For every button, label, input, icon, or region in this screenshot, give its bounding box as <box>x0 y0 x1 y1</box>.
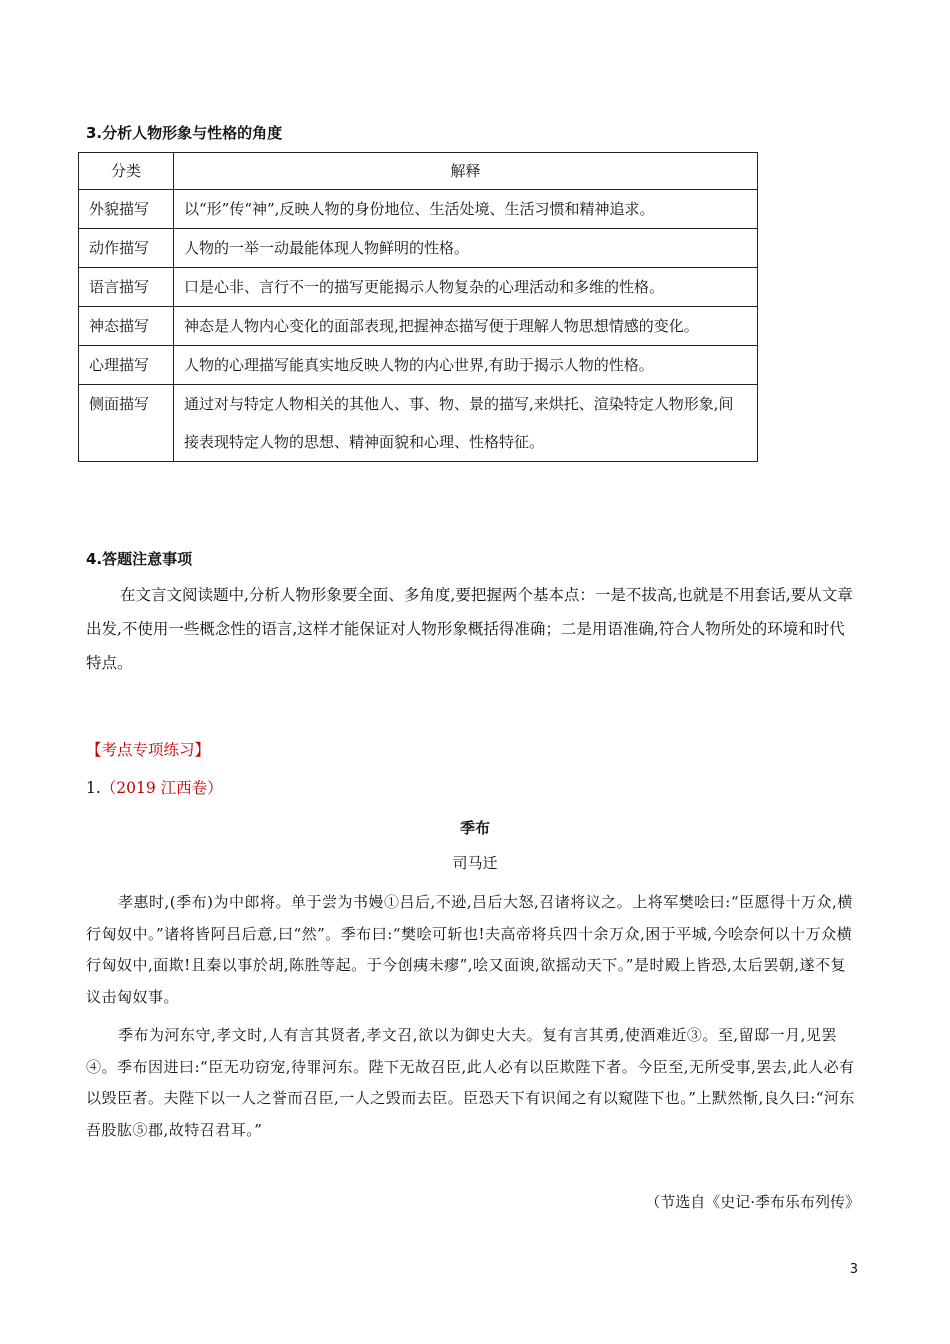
passage-citation: （节选自《史记·季布乐布列传》 <box>645 1193 860 1211</box>
row-explanation: 口是心非、言行不一的描写更能揭示人物复杂的心理活动和多维的性格。 <box>174 268 758 307</box>
table-row <box>79 346 758 385</box>
question-source: （2019 江西卷） <box>100 779 223 797</box>
row-explanation: 神态是人物内心变化的面部表现,把握神态描写便于理解人物思想情感的变化。 <box>174 307 758 346</box>
row-explanation: 人物的心理描写能真实地反映人物的内心世界,有助于揭示人物的性格。 <box>174 346 758 385</box>
table-header-row <box>79 153 758 190</box>
section-3-heading: 3.分析人物形象与性格的角度 <box>86 124 283 142</box>
question-number: 1. <box>86 779 101 797</box>
row-category: 语言描写 <box>79 268 174 307</box>
page-number: 3 <box>849 1262 858 1277</box>
row-category: 侧面描写 <box>79 385 174 462</box>
table-header-explanation: 解释 <box>174 153 758 190</box>
table-row <box>79 385 758 462</box>
passage-title: 季布 <box>459 819 490 837</box>
passage-author: 司马迁 <box>452 854 498 872</box>
table-row <box>79 229 758 268</box>
table-row <box>79 307 758 346</box>
section-4-heading: 4.答题注意事项 <box>86 550 193 568</box>
row-explanation: 通过对与特定人物相关的其他人、事、物、景的描写,来烘托、渲染特定人物形象,间接表现特定人物的思想、精神面貌和心理、性格特征。 <box>174 385 758 462</box>
row-category: 动作描写 <box>79 229 174 268</box>
passage-paragraph-2: 季布为河东守,孝文时,人有言其贤者,孝文召,欲以为御史大夫。复有言其勇,使酒难近③。至,留邸一月,见罢④。季布因进曰:“臣无功窃宠,待罪河东。陛下无故召臣,此人必有以臣欺陛下者。今臣至,无所受事,罢去,此人必有以毁臣者。夫陛下以一人之誉而召臣,一人之毁而去臣。臣恐天下有识闻之有以窥陛下也。”上默然惭,良久曰:“河东吾股肱⑤郡,故特召君耳。” <box>86 1026 855 1139</box>
row-explanation: 以“形”传“神”,反映人物的身份地位、生活处境、生活习惯和精神追求。 <box>174 190 758 229</box>
table-row <box>79 190 758 229</box>
row-category: 神态描写 <box>79 307 174 346</box>
character-analysis-table <box>78 152 758 462</box>
practice-label: 【考点专项练习】 <box>86 741 211 759</box>
passage-paragraph-1: 孝惠时,(季布)为中郎将。单于尝为书嫚①吕后,不逊,吕后大怒,召诸将议之。上将军樊哙曰:“臣愿得十万众,横行匈奴中。”诸将皆阿吕后意,曰“然”。季布曰:“樊哙可斩也!夫高帝将兵四十余万众,困于平城,今哙奈何以十万众横行匈奴中,面欺!且秦以事於胡,陈胜等起。于今创痍未瘳”,哙又面谀,欲摇动天下。”是时殿上皆恐,太后罢朝,遂不复议击匈奴事。 <box>86 893 853 1006</box>
section-4-body: 在文言文阅读题中,分析人物形象要全面、多角度,要把握两个基本点：一是不拔高,也就是不用套话,要从文章出发,不使用一些概念性的语言,这样才能保证对人物形象概括得准确；二是用语准确,符合人物所处的环境和时代特点。 <box>86 586 853 672</box>
question-line <box>86 776 223 798</box>
row-category: 外貌描写 <box>79 190 174 229</box>
row-category: 心理描写 <box>79 346 174 385</box>
table-row <box>79 268 758 307</box>
row-explanation: 人物的一举一动最能体现人物鲜明的性格。 <box>174 229 758 268</box>
table-header-category: 分类 <box>79 153 174 190</box>
